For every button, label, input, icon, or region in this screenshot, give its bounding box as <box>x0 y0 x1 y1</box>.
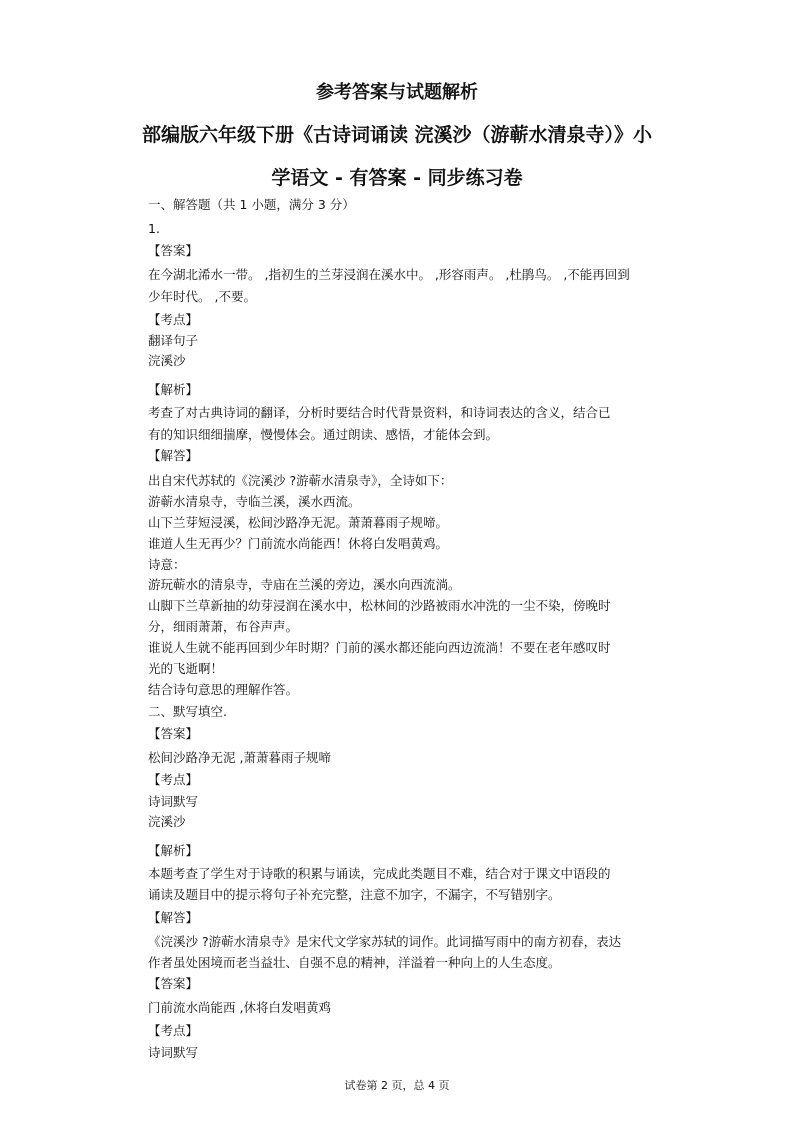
label-knowledge-point: 【考点】 <box>148 1023 199 1038</box>
solution-text: 游蕲水清泉寺，寺临兰溪，溪水西流。 <box>148 494 361 509</box>
solution-text: 谁道人生无再少？门前流水尚能西！休将白发唱黄鸡。 <box>148 536 449 551</box>
solution-text: 游玩蕲水的清泉寺，寺庙在兰溪的旁边，溪水向西流淌。 <box>148 577 461 592</box>
exam-title-line-2: 学语文 - 有答案 - 同步练习卷 <box>271 167 523 189</box>
solution-text: 《浣溪沙 ?游蕲水清泉寺》是宋代文学家苏轼的词作。此词描写雨中的南方初春，表达 <box>148 934 622 949</box>
analysis-text: 有的知识细细揣摩，慢慢体会。通过朗读、感悟，才能体会到。 <box>148 427 499 442</box>
label-answer: 【答案】 <box>148 976 199 991</box>
solution-text: 山下兰芽短浸溪，松间沙路净无泥。萧萧暮雨子规啼。 <box>148 515 449 530</box>
label-answer: 【答案】 <box>148 726 199 741</box>
label-analysis: 【解析】 <box>148 843 199 858</box>
solution-text: 结合诗句意思的理解作答。 <box>148 682 299 697</box>
answer-text: 松间沙路净无泥 ,萧萧暮雨子规啼 <box>148 750 331 765</box>
answer-text: 门前流水尚能西 ,休将白发唱黄鸡 <box>148 1000 331 1015</box>
solution-text: 出自宋代苏轼的《浣溪沙 ?游蕲水清泉寺》，全诗如下： <box>148 473 453 488</box>
label-solution: 【解答】 <box>148 910 199 925</box>
label-answer: 【答案】 <box>148 243 199 258</box>
page-footer: 试卷第 2 页，总 4 页 <box>344 1079 450 1092</box>
section-heading: 二、默写填空. <box>148 704 227 719</box>
label-analysis: 【解析】 <box>148 382 199 397</box>
knowledge-point: 浣溪沙 <box>148 814 186 829</box>
document-title: 参考答案与试题解析 <box>316 82 478 103</box>
label-knowledge-point: 【考点】 <box>148 772 199 787</box>
knowledge-point: 翻译句子 <box>148 333 199 348</box>
answer-text: 在今湖北浠水一带。 ,指初生的兰芽浸润在溪水中。 ,形容雨声。 ,杜鹃鸟。 ,不能再回到 <box>148 267 630 282</box>
solution-text: 谁说人生就不能再回到少年时期？门前的溪水都还能向西边流淌！不要在老年感叹时 <box>148 640 611 655</box>
solution-text: 作者虽处困境而老当益壮、自强不息的精神，洋溢着一种向上的人生态度。 <box>148 955 561 970</box>
label-knowledge-point: 【考点】 <box>148 312 199 327</box>
solution-text: 诗意： <box>148 557 186 572</box>
analysis-text: 考查了对古典诗词的翻译，分析时要结合时代背景资料，和诗词表达的含义，结合已 <box>148 405 611 420</box>
analysis-text: 本题考查了学生对于诗歌的积累与诵读，完成此类题目不难，结合对于课文中语段的 <box>148 866 611 881</box>
exam-title-line-1: 部编版六年级下册《古诗词诵读 浣溪沙（游蕲水清泉寺）》小 <box>141 124 653 146</box>
label-solution: 【解答】 <box>148 448 199 463</box>
solution-text: 分，细雨萧萧，布谷声声。 <box>148 619 299 634</box>
section-heading: 一、解答题（共 1 小题，满分 3 分） <box>148 197 355 212</box>
knowledge-point: 浣溪沙 <box>148 353 186 368</box>
knowledge-point: 诗词默写 <box>148 1045 199 1060</box>
knowledge-point: 诗词默写 <box>148 794 199 809</box>
answer-text: 少年时代。 ,不要。 <box>148 289 256 304</box>
solution-text: 光的飞逝啊！ <box>148 661 224 676</box>
analysis-text: 诵读及题目中的提示将句子补充完整，注意不加字，不漏字，不写错别字。 <box>148 887 561 902</box>
solution-text: 山脚下兰草新抽的幼芽浸润在溪水中，松林间的沙路被雨水冲洗的一尘不染，傍晚时 <box>148 598 611 613</box>
question-number: 1. <box>148 221 160 236</box>
